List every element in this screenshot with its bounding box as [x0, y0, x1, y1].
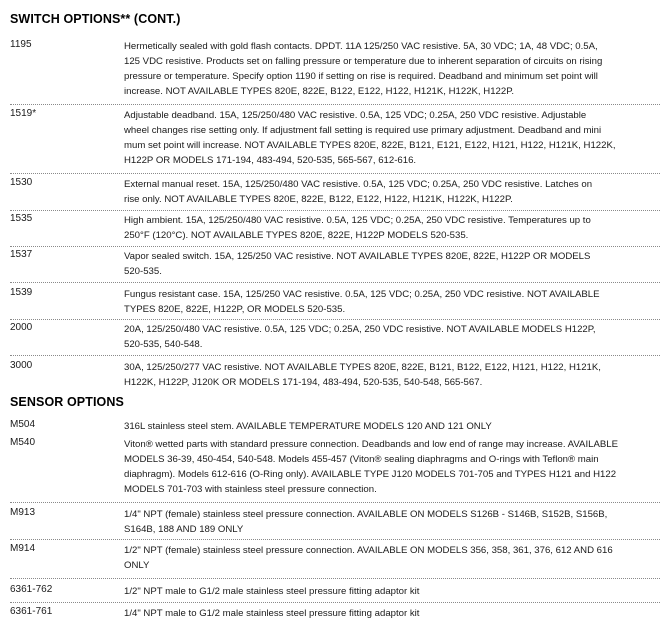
- description-line: 520-535, 540-548.: [124, 339, 203, 350]
- description-line: diaphragm). Models 612-616 (O-Ring only). AVAILABLE TYPE J120 MODELS 701-705 and TYPES H121 and H122: [124, 469, 617, 480]
- description-line: 20A, 125/250/480 VAC resistive. 0.5A, 125 VDC; 0.25A, 250 VDC resistive. NOT AVAILABLE MODELS H122P,: [124, 324, 596, 335]
- description-line: Hermetically sealed with gold flash contacts. DPDT. 11A 125/250 VAC resistive. 5A, 30 VDC; 1A, 48 VDC; 0.5A,: [124, 41, 598, 52]
- option-code: 2000: [10, 322, 33, 333]
- row-divider: [10, 173, 660, 174]
- row-divider: [10, 282, 660, 283]
- description-line: wheel changes rise setting only. If adjustment fall setting is required use primary adjustment. Deadband and mini: [124, 125, 602, 136]
- option-code: 1537: [10, 249, 33, 260]
- description-line: increase. NOT AVAILABLE TYPES 820E, 822E, B122, E122, H122, H121K, H122K, H122P.: [124, 86, 515, 97]
- row-divider: [10, 539, 660, 540]
- row-divider: [10, 246, 660, 247]
- option-description: [124, 39, 654, 99]
- option-description: [124, 177, 654, 207]
- option-description: [124, 507, 654, 537]
- option-code: 1519*: [10, 108, 37, 119]
- option-description: [124, 287, 654, 317]
- switch-options-heading: SWITCH OPTIONS** (CONT.): [10, 12, 181, 26]
- description-line: 125 VDC resistive. Products set on falling pressure or temperature due to inherent separation of circuits on rising: [124, 56, 603, 67]
- row-divider: [10, 319, 660, 320]
- row-divider: [10, 355, 660, 356]
- description-line: Fungus resistant case. 15A, 125/250 VAC resistive. 0.5A, 125 VDC; 0.25A, 250 VDC resistive. NOT AVAILABLE: [124, 289, 600, 300]
- description-line: H122K, H122P, J120K OR MODELS 171-194, 483-494, 520-535, 540-548, 565-567.: [124, 377, 483, 388]
- description-line: H122P OR MODELS 171-194, 483-494, 520-535, 565-567, 612-616.: [124, 155, 417, 166]
- row-divider: [10, 502, 660, 503]
- option-description: [124, 606, 654, 621]
- option-code: M504: [10, 419, 36, 430]
- description-line: 520-535.: [124, 266, 162, 277]
- option-description: [124, 322, 654, 352]
- option-description: [124, 108, 654, 168]
- option-code: 3000: [10, 360, 33, 371]
- description-line: 250°F (120°C). NOT AVAILABLE TYPES 820E, 822E, H122P MODELS 520-535.: [124, 230, 469, 241]
- description-line: S164B, 188 AND 189 ONLY: [124, 524, 244, 535]
- option-code: 1530: [10, 177, 33, 188]
- option-code: 6361-761: [10, 606, 53, 617]
- option-description: [124, 584, 654, 599]
- option-code: 6361-762: [10, 584, 53, 595]
- description-line: 316L stainless steel stem. AVAILABLE TEMPERATURE MODELS 120 AND 121 ONLY: [124, 421, 492, 432]
- description-line: Adjustable deadband. 15A, 125/250/480 VAC resistive. 0.5A, 125 VDC; 0.25A, 250 VDC resistive. Adjustable: [124, 110, 587, 121]
- description-line: Vapor sealed switch. 15A, 125/250 VAC resistive. NOT AVAILABLE TYPES 820E, 822E, H122P OR MODELS: [124, 251, 591, 262]
- description-line: MODELS 36-39, 450-454, 540-548. Models 455-457 (Viton® sealing diaphragms and O-rings with Teflon® main: [124, 454, 599, 465]
- description-line: TYPES 820E, 822E, H122P, OR MODELS 520-535.: [124, 304, 346, 315]
- row-divider: [10, 210, 660, 211]
- description-line: pressure or temperature. Specify option 1190 if setting on rise is required. Deadband and minimum set point will: [124, 71, 598, 82]
- option-description: [124, 419, 654, 434]
- sensor-options-heading: SENSOR OPTIONS: [10, 395, 124, 409]
- option-description: [124, 543, 654, 573]
- description-line: External manual reset. 15A, 125/250/480 VAC resistive. 0.5A, 125 VDC; 0.25A, 250 VDC resistive. Latches on: [124, 179, 593, 190]
- description-line: mum set point will increase. NOT AVAILABLE TYPES 820E, 822E, B121, E121, E122, H121, H122, H121K, H122K,: [124, 140, 616, 151]
- option-description: [124, 213, 654, 243]
- row-divider: [10, 578, 660, 579]
- description-line: 30A, 125/250/277 VAC resistive. NOT AVAILABLE TYPES 820E, 822E, B121, B122, E122, H121, H122, H121K,: [124, 362, 601, 373]
- description-line: MODELS 701-703 with stainless steel pressure connection.: [124, 484, 377, 495]
- description-line: Viton® wetted parts with standard pressure connection. Deadbands and low end of range may increase. AVAILABLE: [124, 439, 618, 450]
- description-line: 1/2" NPT male to G1/2 male stainless steel pressure fitting adaptor kit: [124, 586, 420, 597]
- description-line: High ambient. 15A, 125/250/480 VAC resistive. 0.5A, 125 VDC; 0.25A, 250 VDC resistive. Temperatures up to: [124, 215, 591, 226]
- description-line: 1/4" NPT (female) stainless steel pressure connection. AVAILABLE ON MODELS S126B - S146B, S152B, S156B,: [124, 509, 608, 520]
- option-description: [124, 437, 654, 497]
- description-line: 1/4" NPT male to G1/2 male stainless steel pressure fitting adaptor kit: [124, 608, 420, 619]
- option-code: M913: [10, 507, 36, 518]
- option-code: M914: [10, 543, 36, 554]
- description-line: ONLY: [124, 560, 150, 571]
- description-line: 1/2" NPT (female) stainless steel pressure connection. AVAILABLE ON MODELS 356, 358, 361, 376, 612 AND 616: [124, 545, 613, 556]
- option-description: [124, 249, 654, 279]
- row-divider: [10, 602, 660, 603]
- option-code: 1195: [10, 39, 32, 50]
- description-line: rise only. NOT AVAILABLE TYPES 820E, 822E, B122, E122, H122, H121K, H122K, H122P.: [124, 194, 513, 205]
- option-description: [124, 360, 654, 390]
- row-divider: [10, 104, 660, 105]
- option-code: 1535: [10, 213, 33, 224]
- option-code: 1539: [10, 287, 33, 298]
- option-code: M540: [10, 437, 36, 448]
